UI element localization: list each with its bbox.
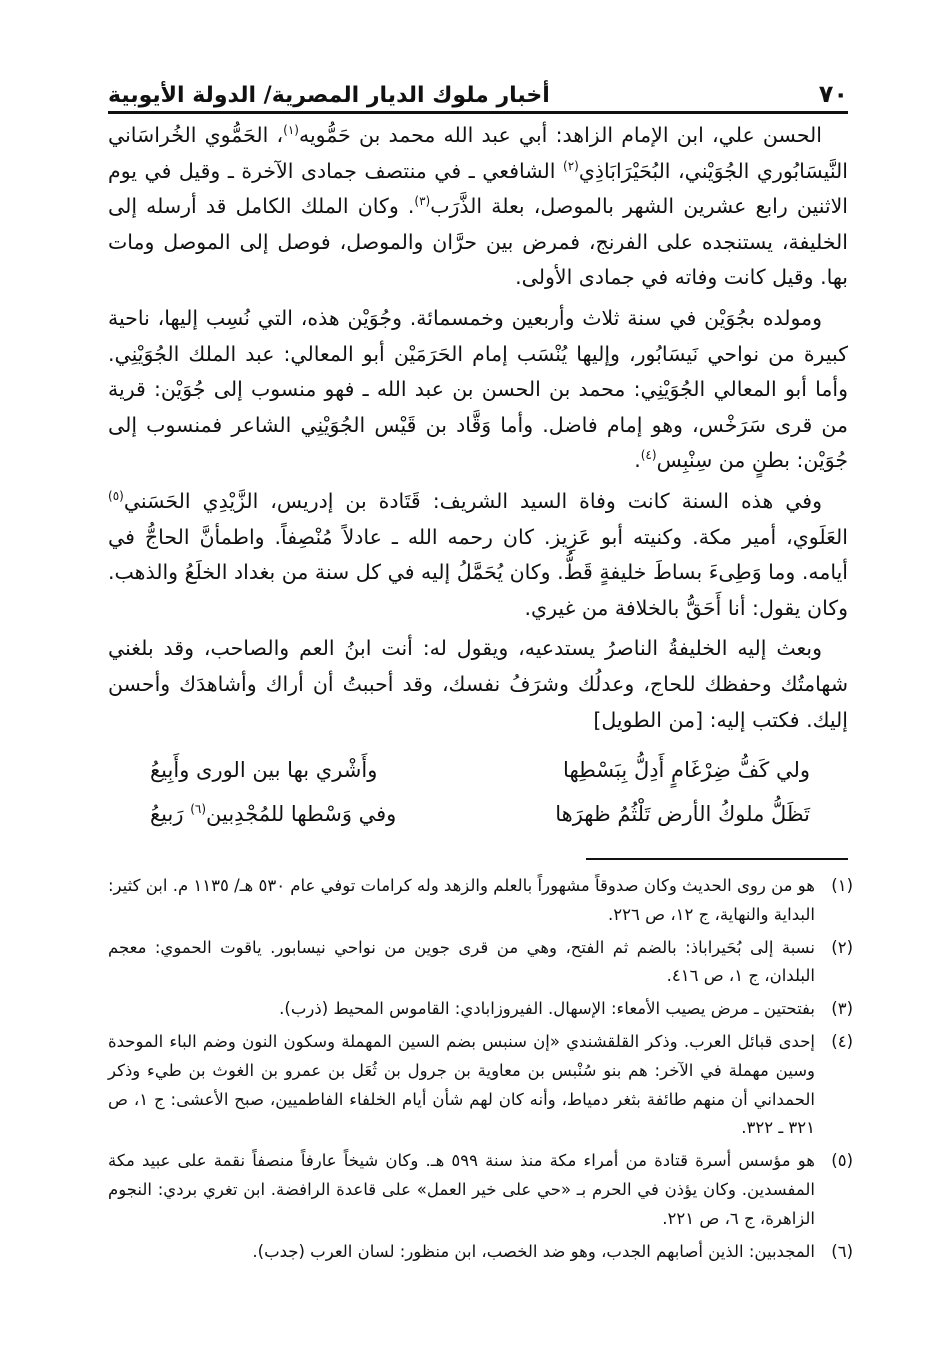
footnote-text: هو من روى الحديث وكان صدوقاً مشهوراً بالعلم والزهد وله كرامات توفي عام ٥٣٠ هـ/ ١١٣٥ م. ابن كثير: البداية والنهاية، ج ١٢، ص ٢٢٦. bbox=[108, 876, 815, 924]
footnote-5 bbox=[108, 1147, 853, 1233]
footnote-number: (٤) bbox=[831, 1031, 853, 1051]
footnote-marker-1[interactable]: (١) bbox=[283, 123, 299, 138]
paragraph-1 bbox=[108, 118, 848, 296]
footnote-3 bbox=[108, 995, 853, 1024]
page-header bbox=[108, 74, 848, 108]
footnote-text: المجدبين: الذين أصابهم الجدب، وهو ضد الخصب، ابن منظور: لسان العرب (جدب). bbox=[252, 1241, 815, 1261]
footnote-text: إحدى قبائل العرب. وذكر القلقشندي «إن سنبس بضم السين المهملة وسكون النون وضم الباء الموحدة وسين مهملة في الآخر: هم بنو سُنْبس بن معاوية بن جرول بن ثُعَل بن عمرو بن الغوث بن طيء وذكر الحمداني أن منهم طائفة بثغر دمياط، وأنه كان لهم شأن أيام الخلفاء الفاطميين، صبح الأعشى: ج ١، ص ٣٢١ ـ ٣٢٢. bbox=[108, 1031, 815, 1138]
text-span: ، الحَمُّوي الخُراسَاني النَّيسَابُوري الجُوَيْني، البُحَيْرَابَاذِي bbox=[108, 123, 848, 183]
verse-2-first-hemistich: تَظَلُّ ملوكُ الأرض تَلْثُمُ ظهرَها bbox=[555, 802, 810, 826]
footnote-marker-6[interactable]: (٦) bbox=[190, 802, 207, 816]
footnote-4 bbox=[108, 1028, 853, 1143]
footnote-marker-3[interactable]: (٣) bbox=[414, 194, 431, 209]
footnote-marker-4[interactable]: (٤) bbox=[640, 448, 657, 463]
main-text bbox=[108, 118, 848, 738]
footnote-number: (٥) bbox=[831, 1151, 853, 1171]
footnote-1 bbox=[108, 872, 853, 930]
footnote-6 bbox=[108, 1238, 853, 1267]
running-title: أخبار ملوك الديار المصرية/ الدولة الأيوبية bbox=[108, 83, 550, 108]
page-number: ٧٠ bbox=[818, 80, 848, 108]
text-span: العَلَوي، أمير مكة. وكنيته أبو عَزِيز. كان رحمه الله ـ عادلاً مُنْصِفاً. واطمأنَّ الحاجُّ في أيامه. وما وَطِىءَ بساطَ خليفةٍ قَطُّ. وكان يُحَمَّلُ إليه في كل سنة من بغداد الخلَعُ والذهب. وكان يقول: أنا أَحَقُّ بالخلافة من غيري. bbox=[108, 524, 848, 620]
footnote-separator bbox=[586, 858, 848, 860]
text-span: . وكان الملك الكامل قد أرسله إلى الخليفة، يستنجده على الفرنج، فمرض بين حرَّان والموصل، فوصل إلى الموصل ومات بها. وقيل كانت وفاته في جمادى الأولى. bbox=[108, 194, 848, 290]
header-rule bbox=[108, 111, 848, 114]
text-span: الحسن علي، ابن الإمام الزاهد: أبي عبد الله محمد بن حَمُّويه bbox=[298, 123, 822, 147]
text-span: وبعث إليه الخليفةُ الناصرُ يستدعيه، ويقول له: أنت ابنُ العم والصاحب، وقد بلغني شهامتُك وحفظك للحاج، وعدلُك وشرَفُ نفسك، وقد أحببتُ أن أراك وأشاهدَك وأحسن إليك. فكتب إليه: [من الطويل] bbox=[108, 636, 848, 732]
footnote-marker-5[interactable]: (٥) bbox=[108, 489, 124, 504]
footnote-number: (١) bbox=[831, 876, 853, 895]
text-span: رَبيعُ bbox=[150, 802, 191, 826]
text-span: . bbox=[634, 448, 641, 473]
footnote-number: (٣) bbox=[831, 999, 853, 1019]
verse-1-second-hemistich: وأَشْري بها بين الورى وأَبِيعُ bbox=[150, 758, 378, 782]
text-span: وفي وَسْطها للمُجْدِبين bbox=[206, 802, 397, 826]
text-span: وفي هذه السنة كانت وفاة السيد الشريف: قَتَادة بن إدريس، الزَّيْدِي الحَسَني bbox=[123, 488, 822, 513]
footnote-text: هو مؤسس أسرة قتادة من أمراء مكة منذ سنة ٥٩٩ هـ. وكان شيخاً عارفاً منصفاً نقمة على عبيد مكة المفسدين. وكان يؤذن في الحرم بـ «حي على خير العمل» على قاعدة الرافضة. ابن تغري بردي: النجوم الزاهرة، ج ٦، ص ٢٢١. bbox=[108, 1151, 815, 1228]
verse-line-1 bbox=[150, 748, 810, 792]
poem bbox=[150, 748, 810, 836]
verse-line-2 bbox=[150, 792, 810, 836]
text-span: ومولده بجُوَيْن في سنة ثلاث وأربعين وخمسمائة. وجُوَيْن هذه، التي نُسِب إليها، ناحية كبيرة من نواحي نَيسَابُور، وإليها يُنْسَب إمام الحَرَمَيْن أبو المعالي: عبد الملك الجُوَيْنِي. وأما أبو المعالي الجُوَيْنِي: محمد بن الحسن بن عبد الله ـ فهو منسوب إلى جُوَيْن: قرية من قرى سَرَخْس، وهو إمام فاضل. وأما وَقَّاد بن قَيْس الجُوَيْنِي الشاعر فمنسوب إلى جُوَيْن: بطنٍ من سِنْبِس bbox=[108, 305, 848, 473]
footnote-2 bbox=[108, 934, 853, 992]
paragraph-3 bbox=[108, 484, 848, 626]
footnote-number: (٦) bbox=[831, 1241, 853, 1261]
verse-1-first-hemistich: ولي كَفُّ ضِرْغَامٍ أَدِلُّ بِبَسْطِها bbox=[563, 758, 810, 782]
footnotes bbox=[108, 872, 853, 1266]
footnote-text: بفتحتين ـ مرض يصيب الأمعاء: الإسهال. الفيروزابادي: القاموس المحيط (ذرب). bbox=[279, 999, 815, 1019]
footnote-marker-2[interactable]: (٢) bbox=[563, 158, 579, 173]
text-span: الشافعي ـ في منتصف جمادى الآخرة ـ وقيل في يوم الاثنين رابع عشرين الشهر بالموصل، بعلة الذَّرَب bbox=[108, 158, 848, 219]
paragraph-2 bbox=[108, 301, 848, 479]
footnote-text: نسبة إلى بُحَيراباذ: بالضم ثم الفتح، وهي من قرى جوين من نواحي نيسابور. ياقوت الحموي: معجم البلدان، ج ١، ص ٤١٦. bbox=[108, 937, 815, 986]
paragraph-4 bbox=[108, 631, 848, 738]
verse-2-second-hemistich bbox=[150, 802, 450, 826]
footnote-number: (٢) bbox=[831, 937, 853, 957]
